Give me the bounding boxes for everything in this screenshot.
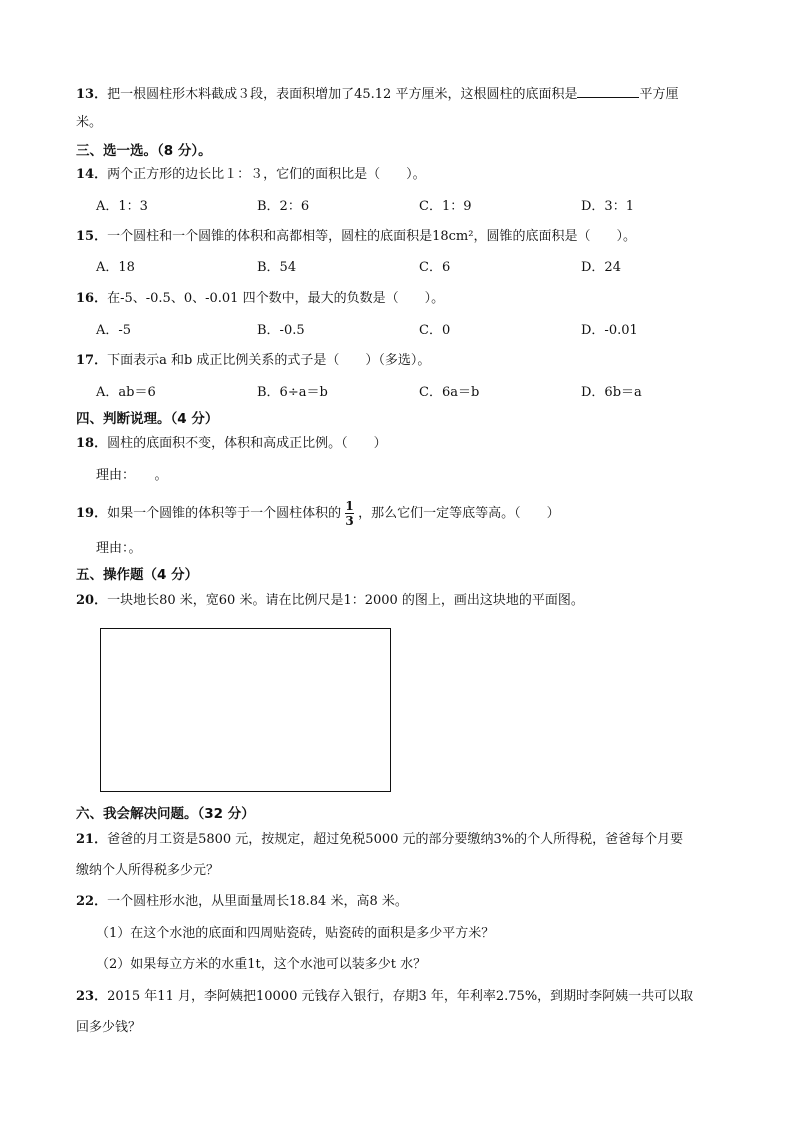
question-text: 2015 年11 月，李阿姨把10000 元钱存入银行，存期3 年，年利率2.75%，到期时李阿姨一共可以取 — [107, 989, 694, 1004]
question-number: 13． — [76, 87, 108, 102]
section-4-title: 四、判断说理。（4 分） — [76, 411, 219, 427]
fraction-one-third — [345, 500, 354, 527]
question-text: 圆柱的底面积不变，体积和高成正比例。（ ） — [107, 436, 387, 451]
option-d[interactable]: D．3：1 — [581, 199, 634, 214]
option-a[interactable]: A．18 — [96, 260, 135, 275]
reason-field[interactable]: 理由：。 — [96, 541, 142, 556]
question-22 — [76, 893, 408, 911]
question-23-continuation: 回多少钱？ — [76, 1020, 142, 1035]
section-3-title: 三、选一选。（8 分）。 — [76, 143, 212, 159]
question-text-tail: ，那么它们一定等底等高。（ ） — [358, 506, 560, 521]
question-text: 下面表示a 和b 成正比例关系的式子是（ ）（多选）。 — [107, 353, 431, 368]
option-d[interactable]: D．-0.01 — [581, 323, 638, 338]
question-13-continuation: 米。 — [76, 115, 103, 130]
question-number: 23． — [76, 989, 108, 1004]
sub-question-1: （1）在这个水池的底面和四周贴瓷砖，贴瓷砖的面积是多少平方米？ — [96, 926, 495, 941]
question-21 — [76, 831, 683, 849]
question-number: 18． — [76, 436, 108, 451]
option-b[interactable]: B．6÷a＝b — [257, 385, 328, 400]
question-text: 如果一个圆锥的体积等于一个圆柱体积的 — [107, 506, 342, 521]
question-19 — [76, 500, 560, 527]
question-text-tail: 平方厘 — [639, 87, 679, 102]
question-14 — [76, 166, 426, 184]
section-6-title: 六、我会解决问题。（32 分） — [76, 806, 255, 822]
option-c[interactable]: C．6a＝b — [419, 385, 480, 400]
option-a[interactable]: A．ab＝6 — [96, 385, 156, 400]
question-number: 15． — [76, 229, 108, 244]
drawing-area[interactable] — [100, 628, 391, 792]
question-number: 21． — [76, 832, 108, 847]
question-text: 一个圆柱形水池，从里面量周长18.84 米，高8 米。 — [107, 894, 408, 909]
question-text: 一块地长80 米，宽60 米。请在比例尺是1：2000 的图上，画出这块地的平面图。 — [107, 593, 584, 608]
reason-field[interactable]: 理由： 。 — [96, 468, 168, 483]
question-number: 17． — [76, 353, 108, 368]
option-d[interactable]: D．24 — [581, 260, 621, 275]
question-23 — [76, 988, 693, 1006]
question-21-continuation: 缴纳个人所得税多少元？ — [76, 863, 220, 878]
option-a[interactable]: A．-5 — [96, 323, 132, 338]
answer-blank[interactable] — [577, 83, 639, 98]
question-number: 22． — [76, 894, 108, 909]
question-text: 两个正方形的边长比１：３，它们的面积比是（ ）。 — [107, 167, 426, 182]
option-a[interactable]: A．1：3 — [96, 199, 148, 214]
option-b[interactable]: B．54 — [257, 260, 297, 275]
question-number: 14． — [76, 167, 108, 182]
option-d[interactable]: D．6b＝a — [581, 385, 642, 400]
question-number: 19． — [76, 506, 108, 521]
question-number: 20． — [76, 593, 108, 608]
question-18 — [76, 435, 387, 453]
question-text: 爸爸的月工资是5800 元，按规定，超过免税5000 元的部分要缴纳3%的个人所得税，爸爸每个月要 — [107, 832, 684, 847]
question-text: 一个圆柱和一个圆锥的体积和高都相等，圆柱的底面积是18cm²，圆锥的底面积是（ ）。 — [107, 229, 636, 244]
question-text: 把一根圆柱形木料截成３段，表面积增加了45.12 平方厘米，这根圆柱的底面积是 — [107, 87, 578, 102]
fraction-numerator: 1 — [345, 499, 354, 513]
fraction-denominator: 3 — [345, 514, 354, 528]
option-c[interactable]: C．6 — [419, 260, 451, 275]
option-c[interactable]: C．0 — [419, 323, 451, 338]
option-b[interactable]: B．2：6 — [257, 199, 310, 214]
question-text: 在-5、-0.5、0、-0.01 四个数中，最大的负数是（ ）。 — [107, 291, 445, 306]
question-number: 16． — [76, 291, 108, 306]
sub-question-2: （2）如果每立方米的水重1t，这个水池可以装多少t 水？ — [96, 957, 427, 972]
question-16 — [76, 290, 444, 308]
question-13 — [76, 83, 678, 104]
section-5-title: 五、操作题（4 分） — [76, 567, 199, 583]
option-b[interactable]: B．-0.5 — [257, 323, 305, 338]
question-20 — [76, 592, 584, 610]
option-c[interactable]: C．1：9 — [419, 199, 472, 214]
question-17 — [76, 352, 430, 370]
question-15 — [76, 228, 636, 246]
